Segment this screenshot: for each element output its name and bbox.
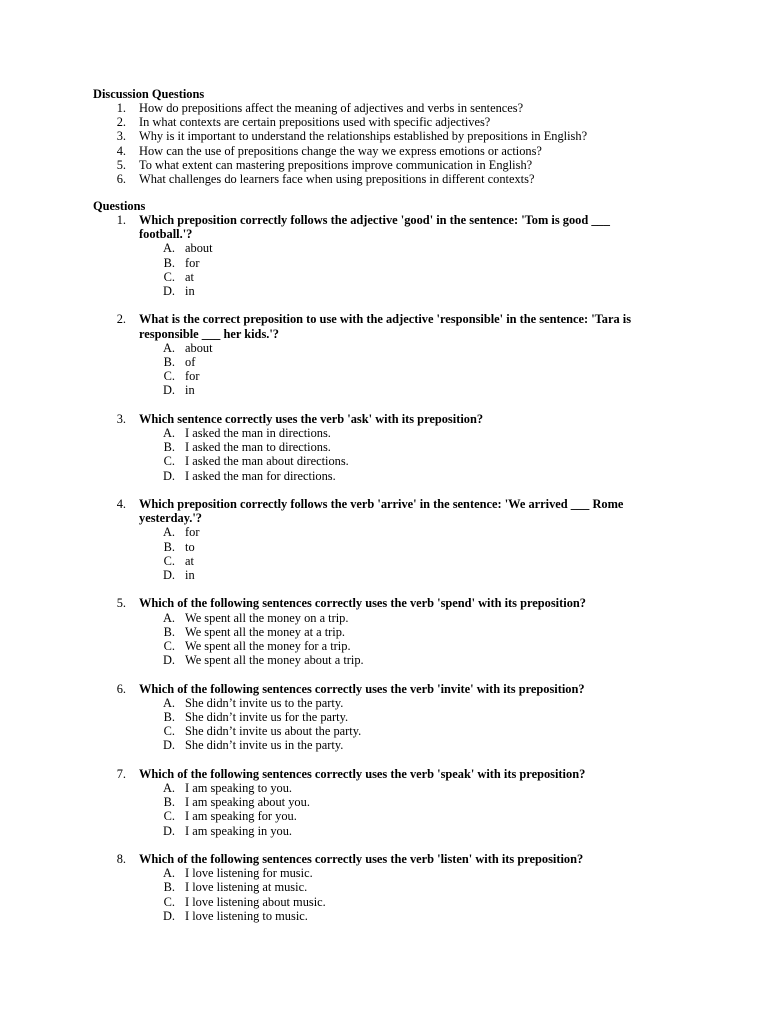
option-text: I asked the man to directions. <box>185 440 331 455</box>
option-letter: C. <box>163 454 175 469</box>
option-d <box>139 383 653 397</box>
option-text: She didn’t invite us for the party. <box>185 710 349 725</box>
questions-list <box>93 213 653 937</box>
option-b <box>139 710 653 724</box>
option-letter: C. <box>163 639 175 654</box>
option-letter: B. <box>163 624 175 639</box>
option-letter: D. <box>162 468 175 483</box>
option-text: We spent all the money at a trip. <box>185 624 346 639</box>
option-d <box>139 469 653 483</box>
discussion-item <box>93 144 693 158</box>
option-letter: A. <box>162 695 175 710</box>
item-number: 6. <box>116 171 126 186</box>
option-text: I love listening to music. <box>185 908 308 923</box>
option-letter: A. <box>162 781 175 796</box>
discussion-item <box>93 172 693 186</box>
option-c <box>139 270 653 284</box>
option-text: I asked the man about directions. <box>185 454 349 469</box>
option-c <box>139 639 653 653</box>
option-text: We spent all the money about a trip. <box>185 653 364 668</box>
question-item <box>93 767 653 838</box>
option-letter: D. <box>162 823 175 838</box>
discussion-item <box>93 129 693 143</box>
option-letter: B. <box>163 255 175 270</box>
item-text: What challenges do learners face when using prepositions in different contexts? <box>139 171 535 186</box>
option-text: I am speaking in you. <box>185 823 293 838</box>
question-number: 1. <box>116 213 126 227</box>
questions-heading: Questions <box>93 199 146 213</box>
option-letter: B. <box>163 795 175 810</box>
option-text: I asked the man for directions. <box>185 468 336 483</box>
question-text: Which of the following sentences correctly uses the verb 'listen' with its preposition? <box>139 852 584 867</box>
option-letter: B. <box>163 440 175 455</box>
discussion-heading: Discussion Questions <box>93 87 205 101</box>
option-a <box>139 611 653 625</box>
option-text: at <box>185 553 194 568</box>
option-list <box>139 866 653 923</box>
option-text: about <box>185 241 213 256</box>
option-text: in <box>185 568 195 583</box>
option-list <box>139 241 653 298</box>
option-text: She didn’t invite us to the party. <box>185 695 344 710</box>
question-number: 3. <box>116 411 126 426</box>
question-number: 6. <box>116 681 126 696</box>
option-c <box>139 454 653 468</box>
option-letter: C. <box>163 553 175 568</box>
question-text: Which of the following sentences correctly uses the verb 'speak' with its preposition? <box>139 766 586 781</box>
option-letter: A. <box>162 525 175 540</box>
option-d <box>139 738 653 752</box>
discussion-item <box>93 101 693 115</box>
option-text: I love listening at music. <box>185 880 308 895</box>
item-number: 3. <box>116 129 126 144</box>
option-b <box>139 440 653 454</box>
option-list <box>139 781 653 838</box>
option-d <box>139 568 653 582</box>
item-text: Why is it important to understand the relationships established by prepositions in English? <box>139 129 588 144</box>
question-item <box>93 852 653 923</box>
option-text: in <box>185 284 195 299</box>
item-number: 4. <box>116 143 126 158</box>
option-a <box>139 341 653 355</box>
question-number: 8. <box>116 852 126 867</box>
option-list <box>139 341 653 398</box>
discussion-list <box>93 101 693 186</box>
option-b <box>139 355 653 369</box>
option-text: for <box>185 525 200 540</box>
option-d <box>139 824 653 838</box>
option-letter: A. <box>162 340 175 355</box>
option-a <box>139 781 653 795</box>
item-number: 5. <box>116 157 126 172</box>
option-list <box>139 696 653 753</box>
option-text: I am speaking about you. <box>185 795 310 810</box>
option-letter: D. <box>162 284 175 299</box>
option-text: I love listening about music. <box>185 894 326 909</box>
item-number: 1. <box>116 101 126 115</box>
option-text: She didn’t invite us in the party. <box>185 738 344 753</box>
option-letter: B. <box>163 539 175 554</box>
option-text: I am speaking to you. <box>185 781 293 796</box>
option-a <box>139 241 653 255</box>
option-b <box>139 880 653 894</box>
option-b <box>139 625 653 639</box>
item-text: How can the use of prepositions change the way we express emotions or actions? <box>139 143 542 158</box>
option-text: I asked the man in directions. <box>185 426 331 441</box>
option-text: in <box>185 383 195 398</box>
option-list <box>139 525 653 582</box>
option-text: We spent all the money on a trip. <box>185 610 349 625</box>
option-a <box>139 696 653 710</box>
option-c <box>139 369 653 383</box>
option-letter: A. <box>162 866 175 881</box>
option-letter: A. <box>162 610 175 625</box>
option-a <box>139 525 653 539</box>
question-item <box>93 412 653 483</box>
option-c <box>139 809 653 823</box>
option-b <box>139 540 653 554</box>
option-letter: D. <box>162 738 175 753</box>
option-letter: C. <box>163 369 175 384</box>
question-item <box>93 312 653 397</box>
question-item <box>93 596 653 667</box>
question-text: Which sentence correctly uses the verb 'ask' with its preposition? <box>139 411 484 426</box>
option-letter: B. <box>163 880 175 895</box>
option-text: to <box>185 539 195 554</box>
option-text: We spent all the money for a trip. <box>185 639 351 654</box>
option-c <box>139 724 653 738</box>
option-list <box>139 611 653 668</box>
option-b <box>139 256 653 270</box>
item-text: In what contexts are certain prepositions used with specific adjectives? <box>139 115 491 130</box>
question-text: Which preposition correctly follows the adjective 'good' in the sentence: 'Tom is good ___ football.'? <box>139 213 610 242</box>
question-number: 4. <box>116 497 126 512</box>
question-text: What is the correct preposition to use with the adjective 'responsible' in the sentence: 'Tara is responsible ___ her kids.'? <box>139 312 632 341</box>
option-d <box>139 909 653 923</box>
item-text: To what extent can mastering prepositions improve communication in English? <box>139 157 533 172</box>
option-text: of <box>185 355 196 370</box>
option-letter: D. <box>162 568 175 583</box>
item-text: How do prepositions affect the meaning of adjectives and verbs in sentences? <box>139 101 524 115</box>
option-letter: D. <box>162 908 175 923</box>
option-text: at <box>185 269 194 284</box>
option-letter: A. <box>162 241 175 256</box>
discussion-item <box>93 158 693 172</box>
option-letter: D. <box>162 383 175 398</box>
item-number: 2. <box>116 115 126 130</box>
option-letter: C. <box>163 809 175 824</box>
option-text: I am speaking for you. <box>185 809 297 824</box>
question-number: 7. <box>116 766 126 781</box>
question-number: 5. <box>116 596 126 611</box>
question-text: Which preposition correctly follows the verb 'arrive' in the sentence: 'We arrived ___ Rome yesterday.'? <box>139 497 624 526</box>
option-a <box>139 426 653 440</box>
discussion-item <box>93 115 693 129</box>
option-letter: D. <box>162 653 175 668</box>
option-letter: C. <box>163 724 175 739</box>
option-text: about <box>185 340 213 355</box>
option-text: I love listening for music. <box>185 866 313 881</box>
option-d <box>139 284 653 298</box>
option-d <box>139 653 653 667</box>
option-text: for <box>185 369 200 384</box>
question-item <box>93 682 653 753</box>
option-letter: A. <box>162 426 175 441</box>
option-letter: B. <box>163 710 175 725</box>
option-letter: B. <box>163 355 175 370</box>
option-list <box>139 426 653 483</box>
question-item <box>93 497 653 582</box>
question-text: Which of the following sentences correctly uses the verb 'invite' with its preposition? <box>139 681 585 696</box>
question-item <box>93 213 653 298</box>
option-b <box>139 795 653 809</box>
question-text: Which of the following sentences correctly uses the verb 'spend' with its preposition? <box>139 596 586 611</box>
question-number: 2. <box>116 312 126 327</box>
option-letter: C. <box>163 269 175 284</box>
option-c <box>139 895 653 909</box>
option-a <box>139 866 653 880</box>
option-text: She didn’t invite us about the party. <box>185 724 362 739</box>
option-text: for <box>185 255 200 270</box>
option-letter: C. <box>163 894 175 909</box>
option-c <box>139 554 653 568</box>
